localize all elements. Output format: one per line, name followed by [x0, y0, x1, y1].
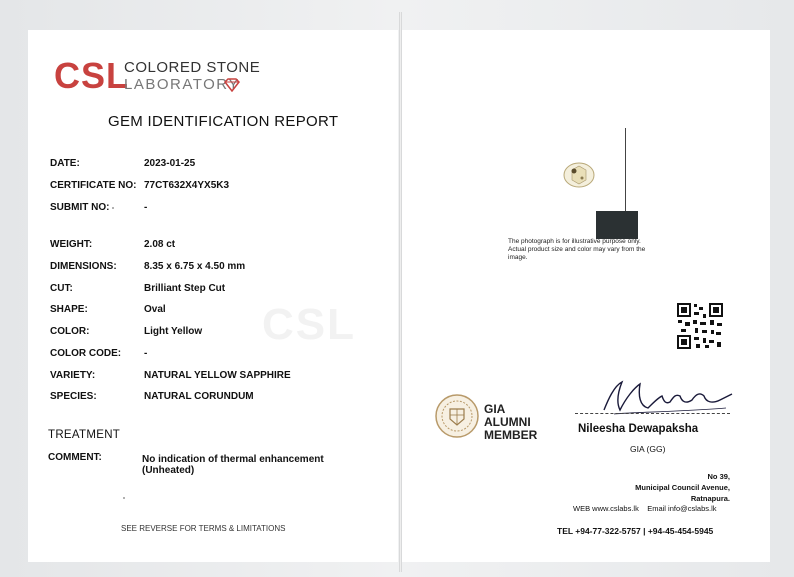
comment-label: COMMENT:	[48, 452, 102, 463]
field-label: CERTIFICATE NO:	[50, 180, 137, 191]
speck	[112, 207, 114, 209]
field-label: COLOR:	[50, 326, 90, 337]
email-text: Email info@cslabs.lk	[647, 504, 717, 513]
telephone-text: TEL +94-77-322-5757 | +94-45-454-5945	[557, 526, 714, 536]
field-value: NATURAL YELLOW SAPPHIRE	[144, 370, 291, 381]
field-label: SHAPE:	[50, 304, 88, 315]
field-value: -	[144, 348, 148, 359]
certificate-left-panel	[28, 30, 398, 562]
field-label: SPECIES:	[50, 391, 97, 402]
signature	[596, 372, 736, 422]
gia-badge-line-1: GIA ALUMNI	[484, 402, 531, 429]
diamond-icon	[224, 78, 240, 92]
field-label: SUBMIT NO:	[50, 202, 110, 213]
gia-alumni-badge	[484, 403, 554, 442]
qr-code	[676, 302, 724, 350]
signer-credential: GIA (GG)	[630, 444, 666, 454]
logo-line-1: COLORED STONE	[124, 59, 261, 76]
field-value: -	[144, 202, 148, 213]
address-line-3: Ratnapura.	[690, 494, 730, 503]
photo-divider	[625, 128, 626, 218]
field-value: Brilliant Step Cut	[144, 283, 226, 294]
field-label: DIMENSIONS:	[50, 261, 117, 272]
watermark: CSL	[262, 300, 356, 349]
field-value: Light Yellow	[144, 326, 203, 337]
gemstone-image	[562, 161, 596, 189]
logo-line-2: LABORATORY	[124, 76, 240, 93]
photo-block	[596, 211, 638, 239]
contact-web-email	[573, 504, 717, 513]
photo-disclaimer: The photograph is for illustrative purpose only. Actual product size and color may vary from the image.	[508, 238, 646, 261]
field-label: COLOR CODE:	[50, 348, 122, 359]
field-value: 77CT632X4YX5K3	[144, 180, 230, 191]
address-line-2: Municipal Council Avenue,	[635, 483, 730, 492]
logo-abbreviation: CSL	[54, 55, 129, 96]
fold-line	[399, 12, 402, 572]
field-value: Oval	[144, 304, 166, 315]
field-label: DATE:	[50, 158, 80, 169]
field-label: VARIETY:	[50, 370, 96, 381]
treatment-heading: TREATMENT	[48, 429, 121, 441]
field-value: 2023-01-25	[144, 158, 196, 169]
speck	[123, 497, 125, 499]
address-line-1: No 39,	[707, 472, 730, 481]
field-value: 8.35 x 6.75 x 4.50 mm	[144, 261, 246, 272]
terms-note: SEE REVERSE FOR TERMS & LIMITATIONS	[121, 524, 286, 533]
signature-line	[575, 413, 730, 414]
field-label: WEIGHT:	[50, 239, 93, 250]
comment-value: No indication of thermal enhancement (Unheated)	[142, 454, 324, 476]
signer-name: Nileesha Dewapaksha	[578, 423, 699, 435]
field-label: CUT:	[50, 283, 73, 294]
gia-seal-icon	[434, 393, 480, 439]
gia-badge-line-2: MEMBER	[484, 428, 538, 442]
lab-logo	[54, 55, 261, 98]
report-title: GEM IDENTIFICATION REPORT	[108, 113, 339, 130]
field-value: 2.08 ct	[144, 239, 176, 250]
field-value: NATURAL CORUNDUM	[144, 391, 254, 402]
website-text: WEB www.cslabs.lk	[573, 504, 639, 513]
